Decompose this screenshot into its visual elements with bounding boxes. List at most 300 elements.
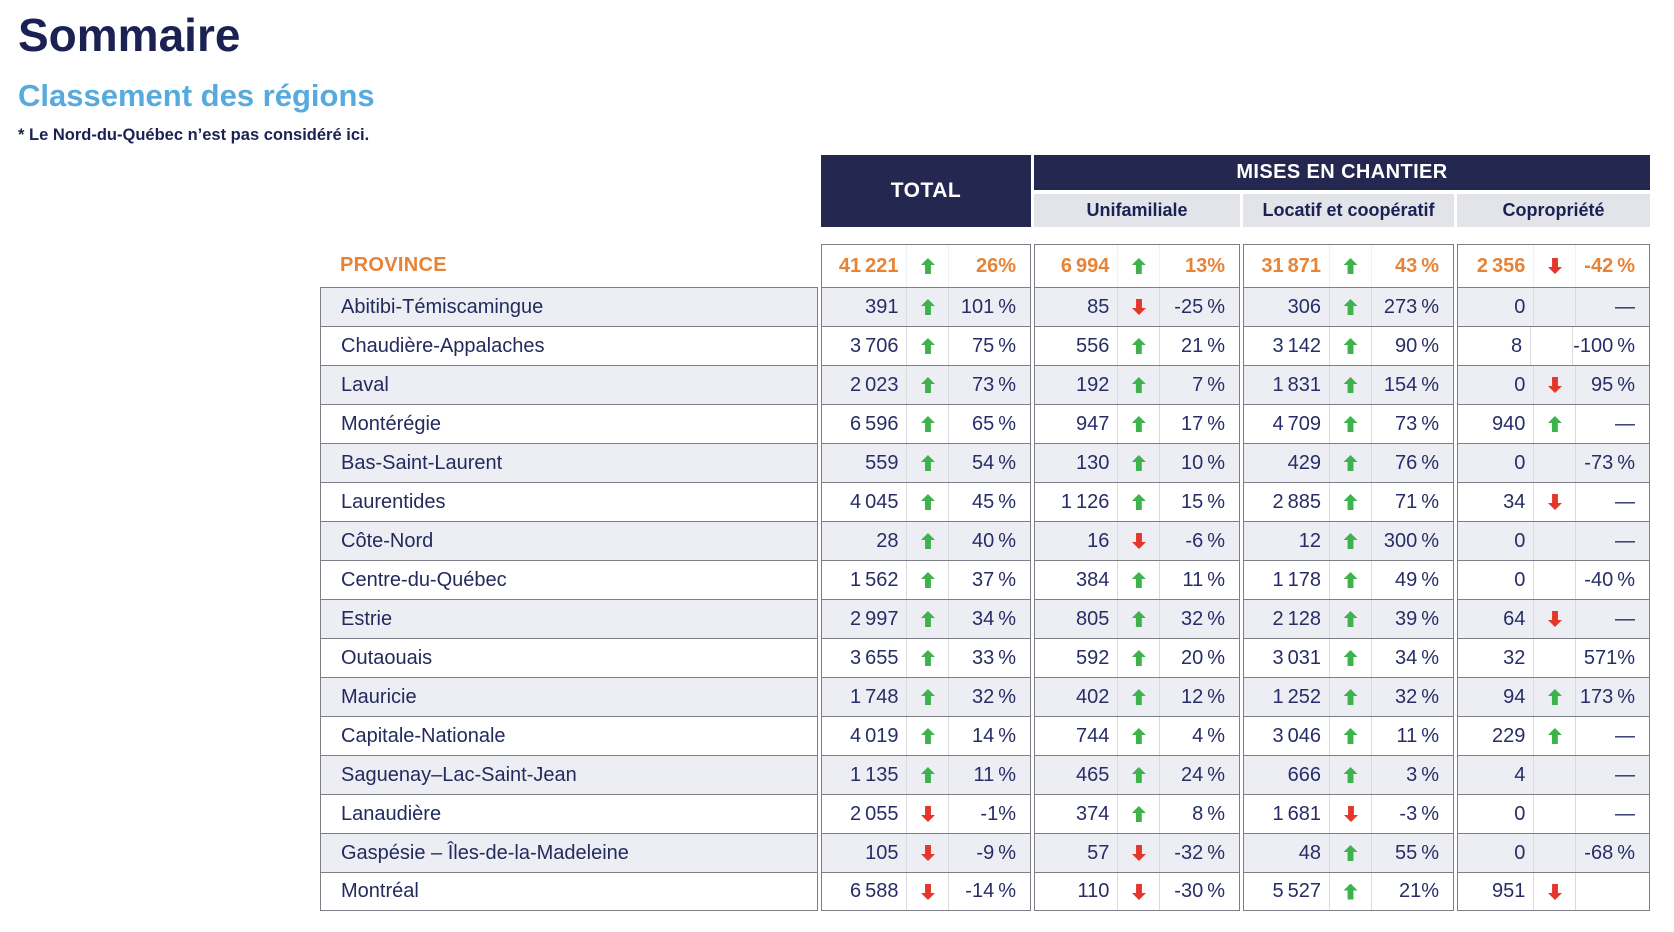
arrow-up-icon	[1132, 689, 1146, 705]
percent-cell: 54 %	[948, 444, 1030, 482]
data-cell	[1034, 872, 1240, 911]
value-cell: 1 252	[1272, 685, 1322, 708]
trend-cell	[1533, 873, 1575, 910]
data-cell	[1034, 404, 1240, 443]
percent-cell: 95 %	[1575, 366, 1649, 404]
value-cell: 744	[1075, 724, 1110, 747]
percent-cell: 15 %	[1159, 483, 1239, 521]
trend-cell	[1533, 522, 1575, 560]
value-cell: 3 706	[849, 334, 899, 357]
percent-cell: —	[1575, 288, 1649, 326]
trend-cell	[1329, 327, 1371, 365]
value-cell: 306	[1287, 295, 1322, 318]
trend-cell	[906, 522, 948, 560]
trend-cell	[1533, 366, 1575, 404]
trend-cell	[1117, 288, 1159, 326]
percent-cell: 571%	[1575, 639, 1649, 677]
region-name-cell: Centre-du-Québec	[320, 560, 818, 599]
arrow-up-icon	[1344, 258, 1358, 274]
arrow-up-icon	[1132, 494, 1146, 510]
value-cell: 0	[1514, 295, 1526, 318]
trend-cell	[906, 288, 948, 326]
value-cell: 0	[1514, 568, 1526, 591]
arrow-down-icon	[1132, 533, 1146, 549]
percent-cell: 26%	[948, 245, 1030, 287]
data-cell	[821, 287, 1031, 326]
page-subtitle: Classement des régions	[18, 78, 375, 113]
percent-cell: -30 %	[1159, 873, 1239, 910]
arrow-up-icon	[1132, 258, 1146, 274]
percent-cell: —	[1575, 717, 1649, 755]
header-spacer	[320, 155, 818, 227]
value-cell: 41 221	[838, 254, 899, 277]
trend-cell	[1329, 483, 1371, 521]
arrow-up-icon	[1344, 377, 1358, 393]
value-cell: 3 142	[1272, 334, 1322, 357]
trend-cell	[1329, 873, 1371, 910]
arrow-down-icon	[1548, 258, 1562, 274]
percent-cell: 21 %	[1159, 327, 1239, 365]
arrow-down-icon	[921, 845, 935, 861]
arrow-up-icon	[921, 767, 935, 783]
value-cell: 34	[1503, 490, 1526, 513]
arrow-up-icon	[921, 377, 935, 393]
value-cell: 4 709	[1272, 412, 1322, 435]
value-cell: 429	[1287, 451, 1322, 474]
data-cell	[1457, 833, 1650, 872]
percent-cell: -73 %	[1575, 444, 1649, 482]
data-cell	[821, 833, 1031, 872]
value-cell: 130	[1075, 451, 1110, 474]
data-cell	[1034, 560, 1240, 599]
data-cell	[1243, 677, 1454, 716]
value-cell: 6 588	[849, 880, 899, 902]
percent-cell: 37 %	[948, 561, 1030, 599]
data-cell	[1457, 521, 1650, 560]
trend-cell	[1533, 756, 1575, 794]
trend-cell	[906, 678, 948, 716]
value-cell: 4 019	[849, 724, 899, 747]
arrow-up-icon	[1344, 611, 1358, 627]
arrow-up-icon	[1548, 416, 1562, 432]
value-cell: 951	[1492, 880, 1526, 902]
percent-cell: 55 %	[1371, 834, 1453, 872]
trend-cell	[1329, 366, 1371, 404]
value-cell: 192	[1075, 373, 1110, 396]
percent-cell: 33 %	[948, 639, 1030, 677]
percent-cell: 21%	[1371, 873, 1453, 910]
arrow-down-icon	[1548, 884, 1562, 900]
data-cell	[1034, 677, 1240, 716]
trend-cell	[1329, 795, 1371, 833]
trend-cell	[1533, 483, 1575, 521]
percent-cell: 4 %	[1159, 717, 1239, 755]
percent-cell: 11 %	[1159, 561, 1239, 599]
data-cell	[1034, 326, 1240, 365]
arrow-up-icon	[1344, 884, 1358, 900]
region-name-cell: Laval	[320, 365, 818, 404]
trend-cell	[1533, 834, 1575, 872]
province-row-label: PROVINCE	[320, 244, 818, 287]
data-cell	[821, 755, 1031, 794]
percent-cell: 34 %	[948, 600, 1030, 638]
region-name-cell: Estrie	[320, 599, 818, 638]
data-cell	[1457, 716, 1650, 755]
percent-cell: -32 %	[1159, 834, 1239, 872]
percent-cell: 13%	[1159, 245, 1239, 287]
value-cell: 3 031	[1272, 646, 1322, 669]
trend-cell	[1117, 405, 1159, 443]
data-cell	[1243, 872, 1454, 911]
data-cell	[1034, 365, 1240, 404]
trend-cell	[1533, 561, 1575, 599]
data-cell	[1034, 287, 1240, 326]
value-cell: 2 128	[1272, 607, 1322, 630]
percent-cell: 73 %	[1371, 405, 1453, 443]
total-column-header: TOTAL	[821, 155, 1031, 227]
regions-ranking-table	[320, 155, 1650, 911]
percent-cell: -42 %	[1575, 245, 1649, 287]
arrow-down-icon	[1548, 611, 1562, 627]
percent-cell: 154 %	[1371, 366, 1453, 404]
trend-cell	[906, 756, 948, 794]
value-cell: 110	[1077, 880, 1110, 902]
value-cell: 805	[1075, 607, 1110, 630]
value-cell: 592	[1075, 646, 1110, 669]
header-body-gap	[320, 227, 1650, 244]
value-cell: 556	[1075, 334, 1110, 357]
data-cell	[1243, 521, 1454, 560]
percent-cell: 24 %	[1159, 756, 1239, 794]
data-cell	[1243, 560, 1454, 599]
value-cell: 0	[1514, 529, 1526, 552]
trend-cell	[1533, 405, 1575, 443]
value-cell: 384	[1075, 568, 1110, 591]
trend-cell	[906, 717, 948, 755]
data-cell	[1243, 482, 1454, 521]
trend-cell	[906, 405, 948, 443]
data-cell	[1034, 482, 1240, 521]
percent-cell	[1575, 873, 1649, 910]
percent-cell: 11 %	[1371, 717, 1453, 755]
arrow-up-icon	[1132, 416, 1146, 432]
data-cell	[1243, 716, 1454, 755]
data-cell	[1457, 404, 1650, 443]
data-cell	[1457, 482, 1650, 521]
percent-cell: 14 %	[948, 717, 1030, 755]
trend-cell	[1117, 522, 1159, 560]
value-cell: 1 748	[849, 685, 899, 708]
arrow-up-icon	[1344, 455, 1358, 471]
page-title: Sommaire	[18, 9, 241, 61]
data-cell	[1034, 599, 1240, 638]
trend-cell	[1329, 288, 1371, 326]
arrow-up-icon	[1132, 611, 1146, 627]
value-cell: 1 126	[1060, 490, 1110, 513]
data-cell	[821, 404, 1031, 443]
arrow-up-icon	[921, 338, 935, 354]
arrow-up-icon	[921, 611, 935, 627]
region-name-cell: Mauricie	[320, 677, 818, 716]
arrow-up-icon	[1132, 338, 1146, 354]
trend-cell	[1533, 600, 1575, 638]
percent-cell: 173 %	[1575, 678, 1649, 716]
value-cell: 16	[1087, 529, 1110, 552]
data-cell	[1034, 521, 1240, 560]
data-cell	[1243, 638, 1454, 677]
arrow-up-icon	[921, 258, 935, 274]
data-cell	[1457, 326, 1650, 365]
percent-cell: 49 %	[1371, 561, 1453, 599]
arrow-up-icon	[1344, 416, 1358, 432]
arrow-down-icon	[1344, 806, 1358, 822]
data-cell	[821, 560, 1031, 599]
trend-cell	[1117, 600, 1159, 638]
percent-cell: 40 %	[948, 522, 1030, 560]
data-cell	[821, 677, 1031, 716]
region-name-cell: Capitale-Nationale	[320, 716, 818, 755]
data-cell	[1034, 794, 1240, 833]
data-cell	[821, 872, 1031, 911]
value-cell: 2 023	[849, 373, 899, 396]
trend-cell	[1117, 245, 1159, 287]
data-cell	[1457, 365, 1650, 404]
value-cell: 374	[1075, 802, 1110, 825]
data-cell	[821, 482, 1031, 521]
value-cell: 85	[1087, 295, 1110, 318]
percent-cell: 32 %	[948, 678, 1030, 716]
percent-cell: -14 %	[948, 873, 1030, 910]
percent-cell: 17 %	[1159, 405, 1239, 443]
region-name-cell: Chaudière-Appalaches	[320, 326, 818, 365]
percent-cell: 65 %	[948, 405, 1030, 443]
trend-cell	[1329, 405, 1371, 443]
data-cell	[1243, 365, 1454, 404]
trend-cell	[1533, 678, 1575, 716]
data-cell	[821, 599, 1031, 638]
trend-cell	[1117, 834, 1159, 872]
data-cell	[821, 443, 1031, 482]
trend-cell	[1117, 483, 1159, 521]
trend-cell	[1117, 639, 1159, 677]
trend-cell	[1533, 444, 1575, 482]
value-cell: 0	[1514, 451, 1526, 474]
arrow-up-icon	[1344, 299, 1358, 315]
value-cell: 666	[1287, 763, 1322, 786]
data-cell	[1457, 443, 1650, 482]
value-cell: 2 997	[849, 607, 899, 630]
trend-cell	[1533, 245, 1575, 287]
value-cell: 940	[1492, 412, 1526, 435]
arrow-down-icon	[921, 806, 935, 822]
subheader-row	[1034, 194, 1650, 227]
trend-cell	[1329, 522, 1371, 560]
value-cell: 1 831	[1272, 373, 1322, 396]
data-cell	[1034, 244, 1240, 287]
percent-cell: -9 %	[948, 834, 1030, 872]
mises-en-chantier-header-group	[1034, 155, 1650, 227]
value-cell: 0	[1514, 802, 1526, 825]
percent-cell: —	[1575, 483, 1649, 521]
trend-cell	[1117, 795, 1159, 833]
value-cell: 48	[1298, 841, 1322, 864]
data-cell	[1243, 599, 1454, 638]
percent-cell: 10 %	[1159, 444, 1239, 482]
trend-cell	[1329, 717, 1371, 755]
trend-cell	[906, 327, 948, 365]
trend-cell	[906, 444, 948, 482]
data-cell	[1243, 244, 1454, 287]
trend-cell	[1329, 444, 1371, 482]
trend-cell	[1117, 561, 1159, 599]
trend-cell	[906, 873, 948, 910]
data-cell	[1243, 833, 1454, 872]
arrow-up-icon	[921, 572, 935, 588]
value-cell: 1 178	[1272, 568, 1322, 591]
data-cell	[821, 638, 1031, 677]
data-cell	[1243, 443, 1454, 482]
region-name-cell: Montréal	[320, 872, 818, 911]
trend-cell	[906, 561, 948, 599]
trend-cell	[1533, 795, 1575, 833]
percent-cell: 32 %	[1371, 678, 1453, 716]
arrow-up-icon	[1344, 338, 1358, 354]
trend-cell	[1117, 366, 1159, 404]
trend-cell	[906, 834, 948, 872]
arrow-up-icon	[921, 416, 935, 432]
arrow-up-icon	[1132, 806, 1146, 822]
percent-cell: -3 %	[1371, 795, 1453, 833]
data-cell	[1034, 833, 1240, 872]
percent-cell: -6 %	[1159, 522, 1239, 560]
percent-cell: 101 %	[948, 288, 1030, 326]
percent-cell: 90 %	[1371, 327, 1453, 365]
region-name-cell: Côte-Nord	[320, 521, 818, 560]
percent-cell: -1%	[948, 795, 1030, 833]
data-cell	[1243, 287, 1454, 326]
value-cell: 2 356	[1476, 254, 1526, 277]
data-cell	[1034, 716, 1240, 755]
value-cell: 402	[1075, 685, 1110, 708]
arrow-up-icon	[921, 728, 935, 744]
region-name-cell: Outaouais	[320, 638, 818, 677]
value-cell: 229	[1492, 724, 1526, 747]
percent-cell: 11 %	[948, 756, 1030, 794]
value-cell: 3 046	[1272, 724, 1322, 747]
value-cell: 391	[865, 295, 899, 318]
trend-cell	[906, 600, 948, 638]
percent-cell: 300 %	[1371, 522, 1453, 560]
percent-cell: 32 %	[1159, 600, 1239, 638]
data-cell	[821, 794, 1031, 833]
region-name-cell: Lanaudière	[320, 794, 818, 833]
region-name-cell: Saguenay–Lac-Saint-Jean	[320, 755, 818, 794]
data-cell	[821, 326, 1031, 365]
trend-cell	[1117, 717, 1159, 755]
arrow-down-icon	[1132, 884, 1146, 900]
value-cell: 28	[876, 529, 899, 552]
value-cell: 2 885	[1272, 490, 1322, 513]
arrow-up-icon	[1132, 728, 1146, 744]
arrow-down-icon	[1132, 845, 1146, 861]
trend-cell	[906, 483, 948, 521]
data-cell	[1034, 638, 1240, 677]
trend-cell	[1329, 834, 1371, 872]
percent-cell: 12 %	[1159, 678, 1239, 716]
trend-cell	[1117, 756, 1159, 794]
arrow-up-icon	[921, 455, 935, 471]
arrow-up-icon	[921, 533, 935, 549]
data-cell	[1243, 404, 1454, 443]
arrow-up-icon	[1548, 689, 1562, 705]
value-cell: 0	[1514, 841, 1526, 864]
arrow-up-icon	[1344, 845, 1358, 861]
arrow-up-icon	[1344, 572, 1358, 588]
arrow-up-icon	[921, 299, 935, 315]
trend-cell	[1117, 444, 1159, 482]
value-cell: 1 135	[849, 763, 899, 786]
data-cell	[1457, 755, 1650, 794]
value-cell: 31 871	[1261, 254, 1322, 277]
trend-cell	[1329, 756, 1371, 794]
trend-cell	[1533, 288, 1575, 326]
value-cell: 64	[1503, 607, 1526, 630]
percent-cell: 20 %	[1159, 639, 1239, 677]
trend-cell	[1533, 717, 1575, 755]
data-cell	[821, 716, 1031, 755]
arrow-up-icon	[1344, 533, 1358, 549]
arrow-up-icon	[1344, 494, 1358, 510]
value-cell: 6 994	[1060, 254, 1110, 277]
value-cell: 94	[1503, 685, 1526, 708]
data-cell	[1243, 326, 1454, 365]
data-cell	[821, 365, 1031, 404]
percent-cell: —	[1575, 600, 1649, 638]
data-cell	[1457, 560, 1650, 599]
data-cell	[1034, 443, 1240, 482]
arrow-up-icon	[921, 650, 935, 666]
value-cell: 105	[865, 841, 899, 864]
value-cell: 465	[1075, 763, 1110, 786]
percent-cell: -100 %	[1572, 327, 1649, 365]
region-name-cell: Abitibi-Témiscamingue	[320, 287, 818, 326]
value-cell: 559	[865, 451, 899, 474]
percent-cell: 73 %	[948, 366, 1030, 404]
mises-en-chantier-header: MISES EN CHANTIER	[1034, 155, 1650, 190]
region-name-cell: Bas-Saint-Laurent	[320, 443, 818, 482]
region-name-cell: Gaspésie – Îles-de-la-Madeleine	[320, 833, 818, 872]
percent-cell: —	[1575, 795, 1649, 833]
percent-cell: 43 %	[1371, 245, 1453, 287]
trend-cell	[1329, 600, 1371, 638]
arrow-down-icon	[1132, 299, 1146, 315]
trend-cell	[906, 795, 948, 833]
value-cell: 3 655	[849, 646, 899, 669]
trend-cell	[1533, 639, 1575, 677]
column-header-unifamiliale: Unifamiliale	[1034, 194, 1240, 227]
trend-cell	[1329, 561, 1371, 599]
data-cell	[1457, 872, 1650, 911]
trend-cell	[906, 245, 948, 287]
trend-cell	[1117, 873, 1159, 910]
value-cell: 8	[1511, 334, 1523, 357]
data-cell	[1457, 794, 1650, 833]
value-cell: 5 527	[1272, 880, 1322, 902]
percent-cell: -68 %	[1575, 834, 1649, 872]
percent-cell: —	[1575, 405, 1649, 443]
percent-cell: -25 %	[1159, 288, 1239, 326]
arrow-up-icon	[921, 494, 935, 510]
